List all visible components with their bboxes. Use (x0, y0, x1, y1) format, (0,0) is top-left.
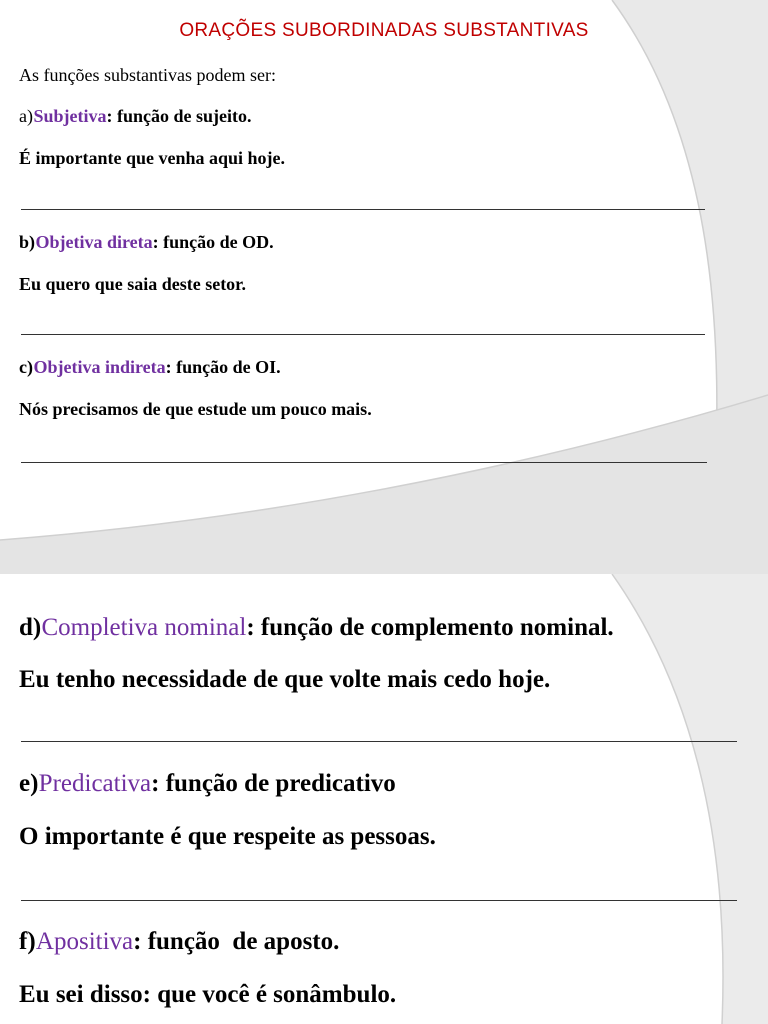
item-d-heading (19, 614, 614, 642)
item-f-heading (19, 928, 339, 956)
item-e-heading (19, 770, 396, 798)
slide-2 (0, 574, 768, 1024)
item-term: Completiva nominal (41, 614, 247, 641)
item-letter: e) (19, 770, 39, 797)
item-letter: d) (19, 614, 42, 641)
answer-line (21, 209, 705, 210)
item-description: : função de complemento nominal. (246, 614, 614, 641)
item-a-example: É importante que venha aqui hoje. (19, 148, 286, 168)
page-title: ORAÇÕES SUBORDINADAS SUBSTANTIVAS (179, 20, 589, 41)
item-description: : função de OD. (152, 232, 274, 252)
answer-line (21, 334, 705, 335)
item-letter: a) (19, 106, 33, 126)
item-d-example: Eu tenho necessidade de que volte mais cedo hoje. (19, 666, 551, 693)
item-term: Predicativa (38, 770, 152, 797)
intro-text: As funções substantivas podem ser: (19, 65, 276, 85)
item-a-heading (19, 106, 252, 127)
item-b-example: Eu quero que saia deste setor. (19, 274, 247, 294)
item-term: Subjetiva (33, 106, 107, 126)
item-f-example: Eu sei disso: que você é sonâmbulo. (19, 981, 397, 1008)
item-b-heading (19, 232, 274, 253)
item-term: Objetiva indireta (33, 357, 166, 377)
answer-line (21, 741, 737, 742)
item-description: : função de predicativo (151, 770, 396, 797)
item-c-heading (19, 357, 281, 378)
item-letter: f) (19, 928, 36, 955)
answer-line (21, 900, 737, 901)
item-description: : função de aposto. (133, 928, 340, 955)
item-letter: c) (19, 357, 33, 377)
item-description: : função de sujeito. (106, 106, 252, 126)
item-term: Apositiva (35, 928, 134, 955)
item-term: Objetiva direta (35, 232, 153, 252)
item-e-example: O importante é que respeite as pessoas. (19, 823, 436, 850)
item-letter: b) (19, 232, 36, 252)
item-c-example: Nós precisamos de que estude um pouco mais. (19, 399, 372, 419)
answer-line (21, 462, 707, 463)
item-description: : função de OI. (165, 357, 281, 377)
